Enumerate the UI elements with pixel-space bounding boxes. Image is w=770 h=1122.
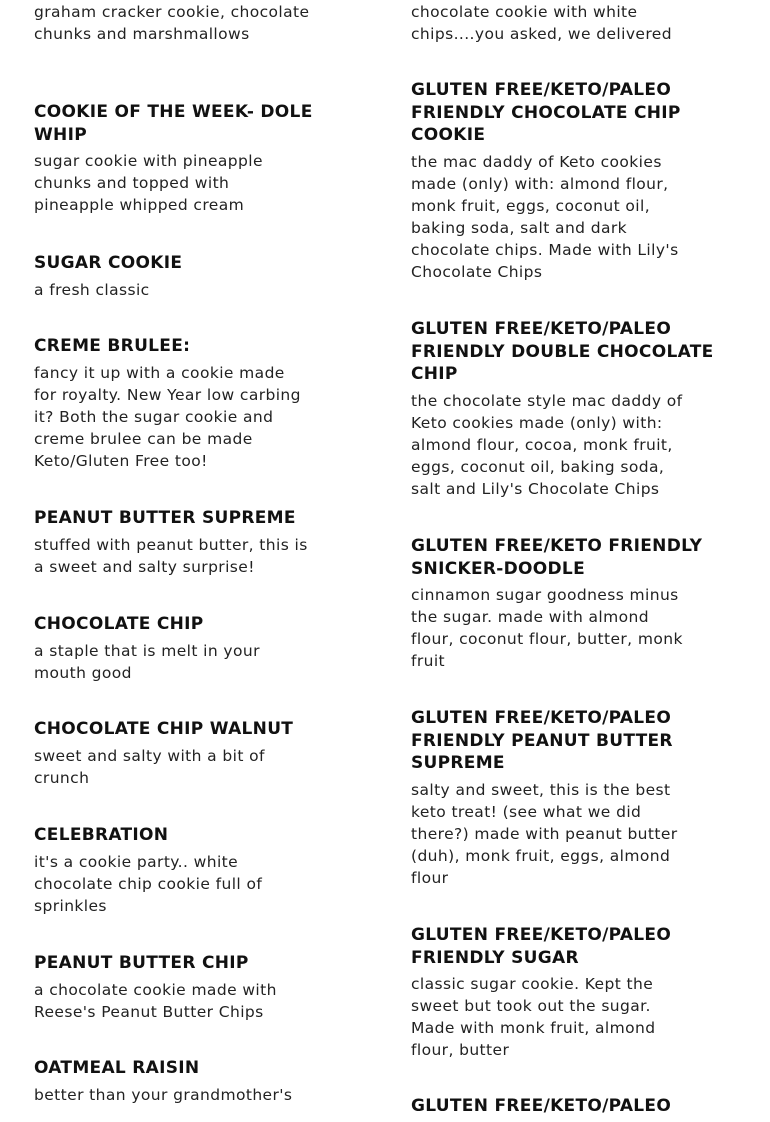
menu-item-title: GLUTEN FREE/KETO/PALEO FRIENDLY CHOCOLATE CHIP COOKIE — [411, 80, 681, 146]
menu-item — [411, 318, 721, 500]
menu-item-description: a staple that is melt in your mouth good — [34, 641, 260, 682]
menu-item — [34, 952, 324, 1023]
menu-item-description: the chocolate style mac daddy of Keto cookies made (only) with: almond flour, cocoa, monk fruit, eggs, coconut oil, baking soda, salt and Lily's Chocolate Chips — [411, 391, 683, 498]
menu-item-description: salty and sweet, this is the best keto treat! (see what we did there?) made with peanut butter (duh), monk fruit, eggs, almond flour — [411, 780, 678, 887]
menu-item-title: PEANUT BUTTER SUPREME — [34, 508, 296, 528]
menu-item-description: stuffed with peanut butter, this is a sweet and salty surprise! — [34, 535, 308, 576]
menu-item-title: GLUTEN FREE/KETO/PALEO — [411, 1096, 672, 1116]
menu-item-description: the mac daddy of Keto cookies made (only) with: almond flour, monk fruit, eggs, coconut oil, baking soda, salt and dark chocolate chips. Made with Lily's Chocolate Chips — [411, 152, 679, 281]
menu-item-title: GLUTEN FREE/KETO/PALEO FRIENDLY PEANUT BUTTER SUPREME — [411, 708, 673, 774]
menu-item — [411, 924, 721, 1061]
menu-item-title: COOKIE OF THE WEEK- DOLE WHIP — [34, 102, 313, 145]
menu-item — [34, 613, 324, 684]
menu-item — [34, 335, 324, 472]
menu-item-description: sweet and salty with a bit of crunch — [34, 746, 265, 787]
menu-item-description: a chocolate cookie made with Reese's Peanut Butter Chips — [34, 980, 277, 1021]
menu-item — [34, 1, 324, 45]
menu-item — [34, 252, 324, 301]
menu-item-description: fancy it up with a cookie made for royalty. New Year low carbing it? Both the sugar cookie and creme brulee can be made Keto/Gluten Free too! — [34, 363, 301, 470]
menu-item — [34, 718, 324, 789]
menu-item-title: OATMEAL RAISIN — [34, 1058, 200, 1078]
menu-item — [34, 101, 324, 216]
menu-item-description: sugar cookie with pineapple chunks and topped with pineapple whipped cream — [34, 152, 263, 215]
menu-item-title: CHOCOLATE CHIP — [34, 614, 204, 634]
menu-item-title: CELEBRATION — [34, 825, 169, 845]
menu-item-description: cinnamon sugar goodness minus the sugar. made with almond flour, coconut flour, butter, monk fruit — [411, 586, 683, 671]
menu-item-title: GLUTEN FREE/KETO/PALEO FRIENDLY DOUBLE CHOCOLATE CHIP — [411, 319, 714, 385]
menu-item — [411, 79, 721, 283]
menu-item-description: a fresh classic — [34, 280, 150, 299]
menu-item-title: CREME BRULEE: — [34, 336, 191, 356]
menu-item-description: better than your grandmother's — [34, 1085, 293, 1104]
menu-item — [411, 707, 721, 889]
menu-item-title: GLUTEN FREE/KETO/PALEO FRIENDLY SUGAR — [411, 925, 672, 968]
menu-item-description: classic sugar cookie. Kept the sweet but took out the sugar. Made with monk fruit, almond flour, butter — [411, 975, 656, 1060]
menu-item — [411, 1095, 721, 1122]
menu-item — [34, 1057, 324, 1106]
menu-item-description: chocolate cookie with white chips....you asked, we delivered — [411, 3, 672, 43]
menu-item — [411, 1, 721, 45]
menu-item-title: GLUTEN FREE/KETO FRIENDLY SNICKER-DOODLE — [411, 536, 703, 579]
menu-item-description: graham cracker cookie, chocolate chunks and marshmallows — [34, 3, 310, 43]
menu-item-title: CHOCOLATE CHIP WALNUT — [34, 719, 294, 739]
menu-item-description: it's a cookie party.. white chocolate chip cookie full of sprinkles — [34, 852, 263, 915]
menu-item-title: SUGAR COOKIE — [34, 253, 183, 273]
menu-item — [34, 507, 324, 578]
menu-item-title: PEANUT BUTTER CHIP — [34, 953, 249, 973]
menu-item — [34, 824, 324, 917]
menu-item — [411, 535, 721, 672]
